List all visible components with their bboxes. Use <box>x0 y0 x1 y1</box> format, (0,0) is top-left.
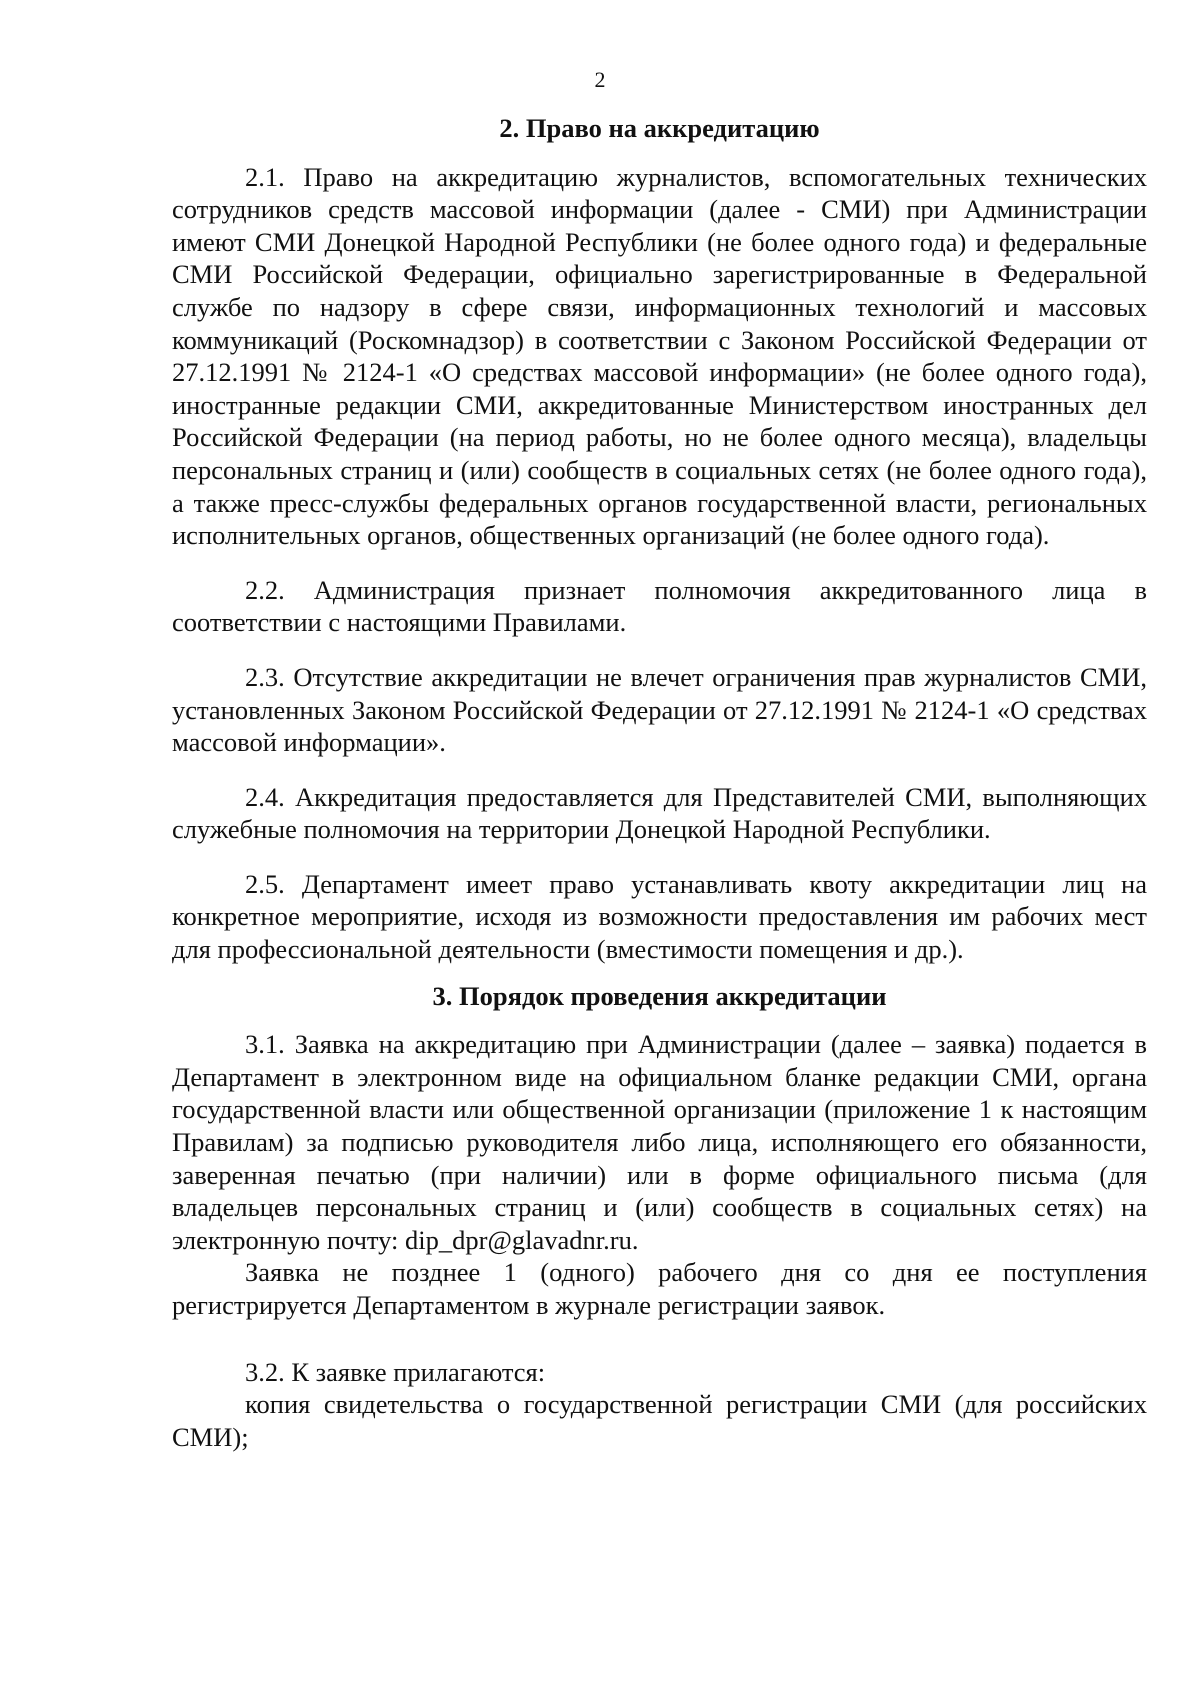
paragraph-3-1-registration: Заявка не позднее 1 (одного) рабочего дня со дня ее поступления регистрируется Департаментом в журнале регистрации заявок. <box>172 1257 1147 1320</box>
section-3-heading: 3. Порядок проведения аккредитации <box>432 980 887 1011</box>
paragraph-3-2: 3.2. К заявке прилагаются: <box>245 1356 546 1387</box>
page-number: 2 <box>594 67 606 92</box>
paragraph-2-1: 2.1. Право на аккредитацию журналистов, вспомогательных технических сотрудников средств массовой информации (далее - СМИ) при Администрации имеют СМИ Донецкой Народной Республики (не более одного года) и федеральные СМИ Российской Федерации, официально зарегистрированные в Федеральной службе по надзору в сфере связи, информационных технологий и массовых коммуникаций (Роскомнадзор) в соответствии с Законом Российской Федерации от 27.12.1991 № 2124-1 «О средствах массовой информации» (не более одного года), иностранные редакции СМИ, аккредитованные Министерством иностранных дел Российской Федерации (на период работы, но не более одного месяца), владельцы персональных страниц и (или) сообществ в социальных сетях (не более одного года), а также пресс-службы федеральных органов государственной власти, региональных исполнительных органов, общественных организаций (не более одного года). <box>172 161 1147 551</box>
paragraph-2-4: 2.4. Аккредитация предоставляется для Представителей СМИ, выполняющих служебные полномочия на территории Донецкой Народной Республики. <box>172 781 1147 845</box>
section-2-heading: 2. Право на аккредитацию <box>499 113 820 143</box>
paragraph-2-5: 2.5. Департамент имеет право устанавливать квоту аккредитации лиц на конкретное мероприятие, исходя из возможности предоставления им рабочих мест для профессиональной деятельности (вместимости помещения и др.). <box>172 868 1147 965</box>
paragraph-3-1: 3.1. Заявка на аккредитацию при Администрации (далее – заявка) подается в Департамент в электронном виде на официальном бланке редакции СМИ, органа государственной власти или общественной организации (приложение 1 к настоящим Правилам) за подписью руководителя либо лица, исполняющего его обязанности, заверенная печатью (при наличии) или в форме официального письма (для владельцев персональных страниц и (или) сообществ в социальных сетях) на электронную почту: dip_dpr@glavadnr.ru. <box>172 1029 1147 1255</box>
document-body <box>172 112 1147 1453</box>
paragraph-2-2: 2.2. Администрация признает полномочия аккредитованного лица в соответствии с настоящими Правилами. <box>172 574 1147 638</box>
paragraph-2-3: 2.3. Отсутствие аккредитации не влечет ограничения прав журналистов СМИ, установленных Законом Российской Федерации от 27.12.1991 № 2124-1 «О средствах массовой информации». <box>172 661 1147 758</box>
list-item-certificate-copy: копия свидетельства о государственной регистрации СМИ (для российских СМИ); <box>172 1389 1147 1452</box>
